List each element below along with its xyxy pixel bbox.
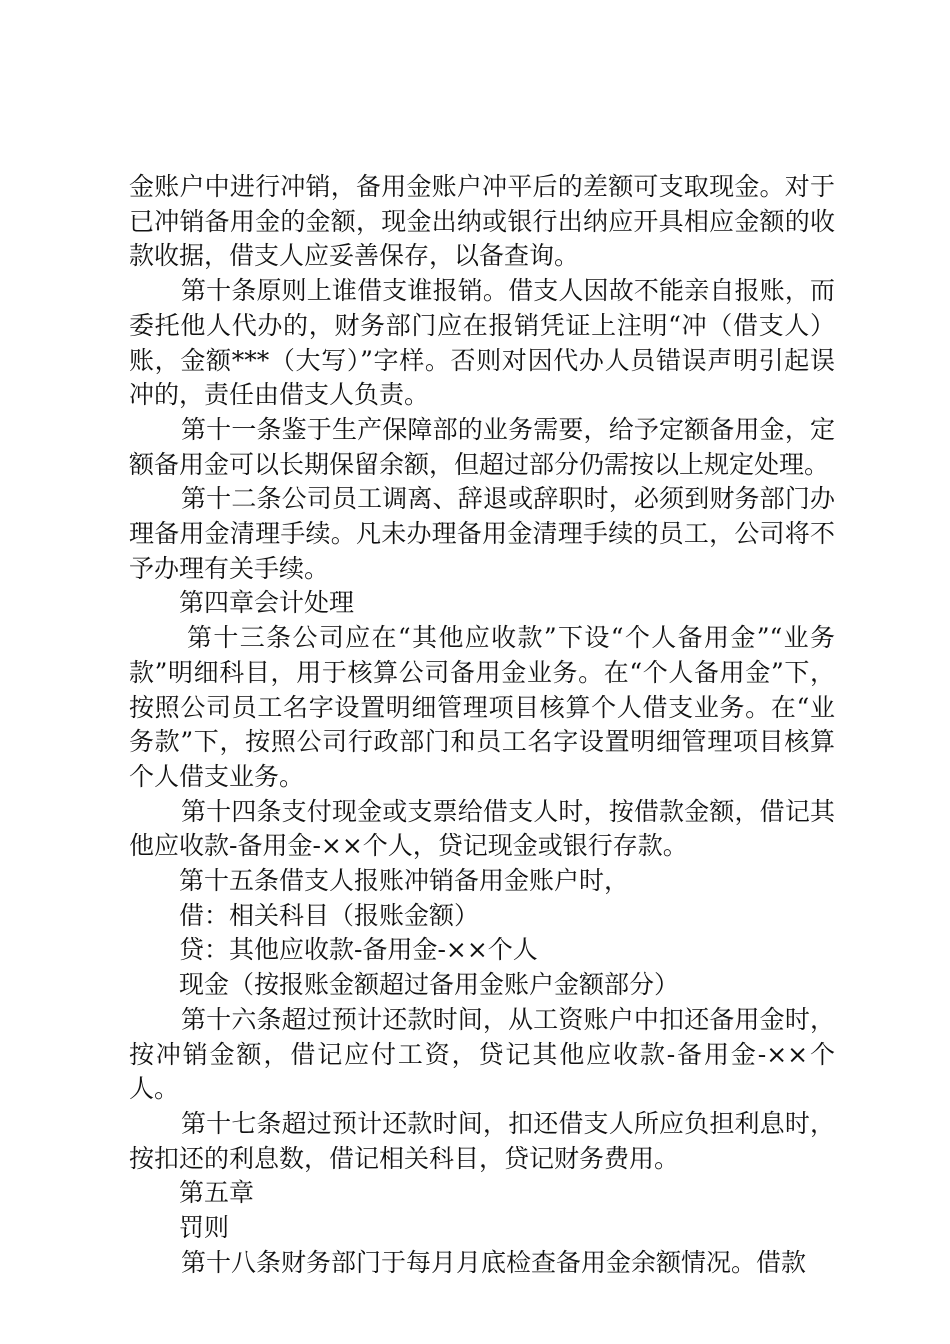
paragraph-continuation: 金账户中进行冲销，备用金账户冲平后的差额可支取现金。对于已冲销备用金的金额，现金出纳或银行出纳应开具相应金额的收款收据，借支人应妥善保存，以备查询。 (129, 172, 835, 271)
article-17: 第十七条超过预计还款时间，扣还借支人所应负担利息时，按扣还的利息数，借记相关科目，贷记财务费用。 (129, 1108, 835, 1173)
article-13: 第十三条公司应在“其他应收款”下设“个人备用金”“业务款”明细科目，用于核算公司备用金业务。在“个人备用金”下，按照公司员工名字设置明细管理项目核算个人借支业务。在“业务款”下，按照公司行政部门和员工名字设置明细管理项目核算个人借支业务。 (129, 623, 835, 791)
article-10: 第十条原则上谁借支谁报销。借支人因故不能亲自报账，而委托他人代办的，财务部门应在报销凭证上注明“冲（借支人）账，金额***（大写）”字样。否则对因代办人员错误声明引起误冲的，责任由借支人负责。 (129, 276, 835, 410)
article-11: 第十一条鉴于生产保障部的业务需要，给予定额备用金，定额备用金可以长期保留余额，但超过部分仍需按以上规定处理。 (129, 414, 835, 479)
article-14: 第十四条支付现金或支票给借支人时，按借款金额，借记其他应收款-备用金-××个人，贷记现金或银行存款。 (129, 796, 835, 861)
article-12: 第十二条公司员工调离、辞退或辞职时，必须到财务部门办理备用金清理手续。凡未办理备用金清理手续的员工，公司将不予办理有关手续。 (129, 484, 835, 583)
chapter-5-heading: 第五章 (179, 1178, 255, 1208)
entry-debit: 借：相关科目（报账金额） (179, 900, 480, 930)
document-body (129, 170, 835, 1281)
chapter-4-heading: 第四章会计处理 (179, 588, 355, 618)
chapter-5-title: 罚则 (179, 1213, 230, 1243)
entry-cash: 现金（按报账金额超过备用金账户金额部分） (179, 970, 680, 1000)
article-16: 第十六条超过预计还款时间，从工资账户中扣还备用金时，按冲销金额，借记应付工资，贷记其他应收款-备用金-××个人。 (129, 1004, 835, 1104)
entry-credit: 贷：其他应收款-备用金-××个人 (179, 935, 538, 965)
article-15: 第十五条借支人报账冲销备用金账户时， (179, 866, 630, 896)
article-18: 第十八条财务部门于每月月底检查备用金余额情况。借款 (181, 1247, 807, 1277)
